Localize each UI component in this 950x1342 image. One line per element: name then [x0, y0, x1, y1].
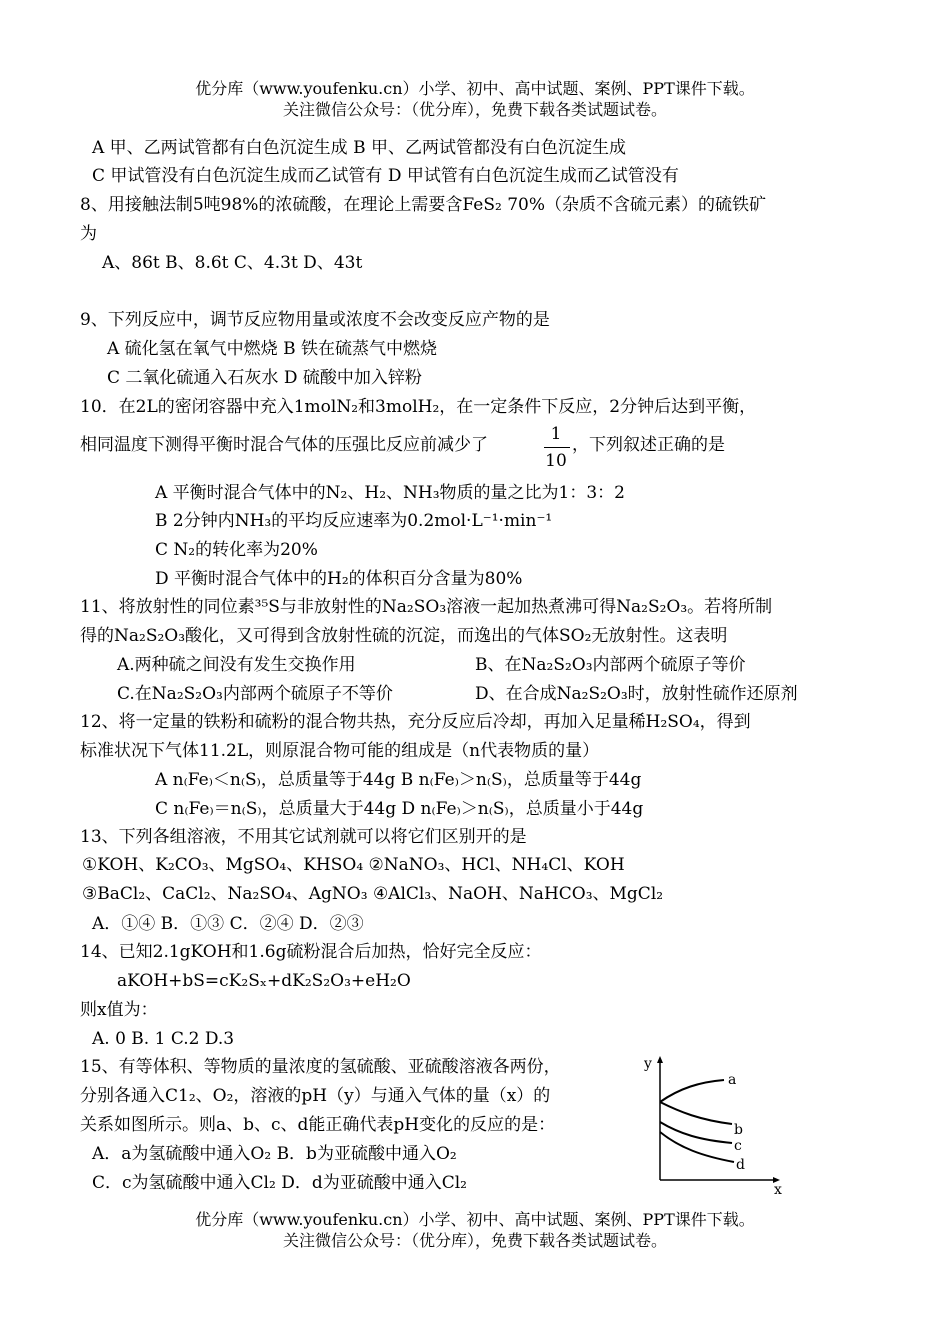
q15-options-line-1: A．a为氢硫酸中通入O₂ B．b为亚硫酸中通入O₂	[92, 1144, 457, 1164]
y-axis-arrow	[657, 1056, 663, 1063]
page-footer-line-2: 关注微信公众号：（优分库），免费下载各类试题试卷。	[282, 1231, 667, 1250]
q9-options-line-1: A 硫化氢在氧气中燃烧 B 铁在硫蒸气中燃烧	[107, 339, 437, 359]
curve-a	[660, 1080, 724, 1102]
q12-stem-line-1: 12、将一定量的铁粉和硫粉的混合物共热，充分反应后冷却，再加入足量稀H₂SO₄，得到	[80, 712, 751, 732]
q10-stem-line-1: 10．在2L的密闭容器中充入1molN₂和3molH₂，在一定条件下反应，2分钟后达到平衡，	[80, 397, 757, 417]
q10-stem-line-2a: 相同温度下测得平衡时混合气体的压强比反应前减少了	[80, 435, 488, 455]
q7-options-line-1: A 甲、乙两试管都有白色沉淀生成 B 甲、乙两试管都没有白色沉淀生成	[92, 138, 626, 158]
q15-stem-line-3: 关系如图所示。则a、b、c、d能正确代表pH变化的反应的是：	[80, 1115, 556, 1135]
q10-stem-line-2b: ，下列叙述正确的是	[572, 435, 725, 455]
curve-c-label: c	[734, 1138, 742, 1154]
curve-b-label: b	[734, 1122, 743, 1138]
fraction-numerator: 1	[550, 424, 562, 444]
page-footer-line-1: 优分库（www.youfenku.cn）小学、初中、高中试题、案例、PPT课件下载。	[195, 1210, 755, 1229]
q10-option-c: C N₂的转化率为20%	[155, 540, 318, 560]
q8-options: A、86t B、8.6t C、4.3t D、43t	[102, 253, 363, 273]
q14-options: A. 0 B. 1 C.2 D.3	[92, 1029, 235, 1049]
q15-stem-line-2: 分别各通入C1₂、O₂，溶液的pH（y）与通入气体的量（x）的	[80, 1086, 551, 1106]
q9-stem: 9、下列反应中，调节反应物用量或浓度不会改变反应产物的是	[80, 310, 550, 330]
q11-stem-line-1: 11、将放射性的同位素³⁵S与非放射性的Na₂SO₃溶液一起加热煮沸可得Na₂S₂O₃。若将所制	[80, 597, 773, 617]
q14-ask: 则x值为：	[80, 1000, 158, 1020]
q13-group-line-1: ①KOH、K₂CO₃、MgSO₄、KHSO₄ ②NaNO₃、HCl、NH₄Cl、KOH	[82, 855, 625, 875]
q11-stem-line-2: 得的Na₂S₂O₃酸化，又可得到含放射性硫的沉淀，而逸出的气体SO₂无放射性。这表明	[80, 626, 728, 646]
curve-d-label: d	[736, 1157, 745, 1173]
x-axis-label: x	[774, 1182, 782, 1198]
q12-stem-line-2: 标准状况下气体11.2L，则原混合物可能的组成是（n代表物质的量）	[80, 741, 600, 761]
q13-options: A．①④ B．①③ C．②④ D．②③	[92, 914, 364, 934]
q11-option-d: D、在合成Na₂S₂O₃时，放射性硫作还原剂	[475, 684, 798, 704]
q13-group-line-2: ③BaCl₂、CaCl₂、Na₂SO₄、AgNO₃ ④AlCl₃、NaOH、NaHCO₃、MgCl₂	[82, 884, 664, 904]
q9-options-line-2: C 二氧化硫通入石灰水 D 硫酸中加入锌粉	[107, 368, 422, 388]
q12-options-line-2: C n₍Fe₎＝n₍S₎，总质量大于44g D n₍Fe₎＞n₍S₎，总质量小于44g	[155, 799, 644, 819]
q15-stem-line-1: 15、有等体积、等物质的量浓度的氢硫酸、亚硫酸溶液各两份，	[80, 1057, 561, 1077]
q10-option-d: D 平衡时混合气体中的H₂的体积百分含量为80%	[155, 569, 523, 589]
q11-option-b: B、在Na₂S₂O₃内部两个硫原子等价	[475, 655, 746, 675]
q8-stem-line-1: 8、用接触法制5吨98%的浓硫酸，在理论上需要含FeS₂ 70%（杂质不含硫元素）的硫铁矿	[80, 195, 766, 215]
q13-stem: 13、下列各组溶液，不用其它试剂就可以将它们区别开的是	[80, 827, 527, 847]
q11-option-c: C.在Na₂S₂O₃内部两个硫原子不等价	[117, 684, 393, 704]
q10-option-a: A 平衡时混合气体中的N₂、H₂、NH₃物质的量之比为1：3：2	[155, 483, 625, 503]
fraction-denominator: 10	[545, 451, 567, 471]
q8-stem-line-2: 为	[80, 224, 97, 244]
q14-stem: 14、已知2.1gKOH和1.6g硫粉混合后加热，恰好完全反应：	[80, 942, 542, 962]
q12-options-line-1: A n₍Fe₎＜n₍S₎，总质量等于44g B n₍Fe₎＞n₍S₎，总质量等于44g	[155, 770, 642, 790]
curve-b	[660, 1102, 732, 1124]
page-header-line-2: 关注微信公众号：（优分库），免费下载各类试题试卷。	[282, 100, 667, 119]
q15-options-line-2: C．c为氢硫酸中通入Cl₂ D．d为亚硫酸中通入Cl₂	[92, 1173, 467, 1193]
page-header-line-1: 优分库（www.youfenku.cn）小学、初中、高中试题、案例、PPT课件下载。	[195, 79, 755, 98]
curve-a-label: a	[728, 1072, 737, 1088]
y-axis-label: y	[644, 1056, 652, 1072]
ph-curve-figure	[640, 1048, 790, 1198]
q10-option-b: B 2分钟内NH₃的平均反应速率为0.2mol·L⁻¹·min⁻¹	[155, 511, 553, 531]
q7-options-line-2: C 甲试管没有白色沉淀生成而乙试管有 D 甲试管有白色沉淀生成而乙试管没有	[92, 166, 679, 186]
fraction-bar	[544, 447, 570, 448]
q14-equation: aKOH+bS=cK₂Sₓ+dK₂S₂O₃+eH₂O	[117, 971, 411, 991]
q11-option-a: A.两种硫之间没有发生交换作用	[117, 655, 356, 675]
